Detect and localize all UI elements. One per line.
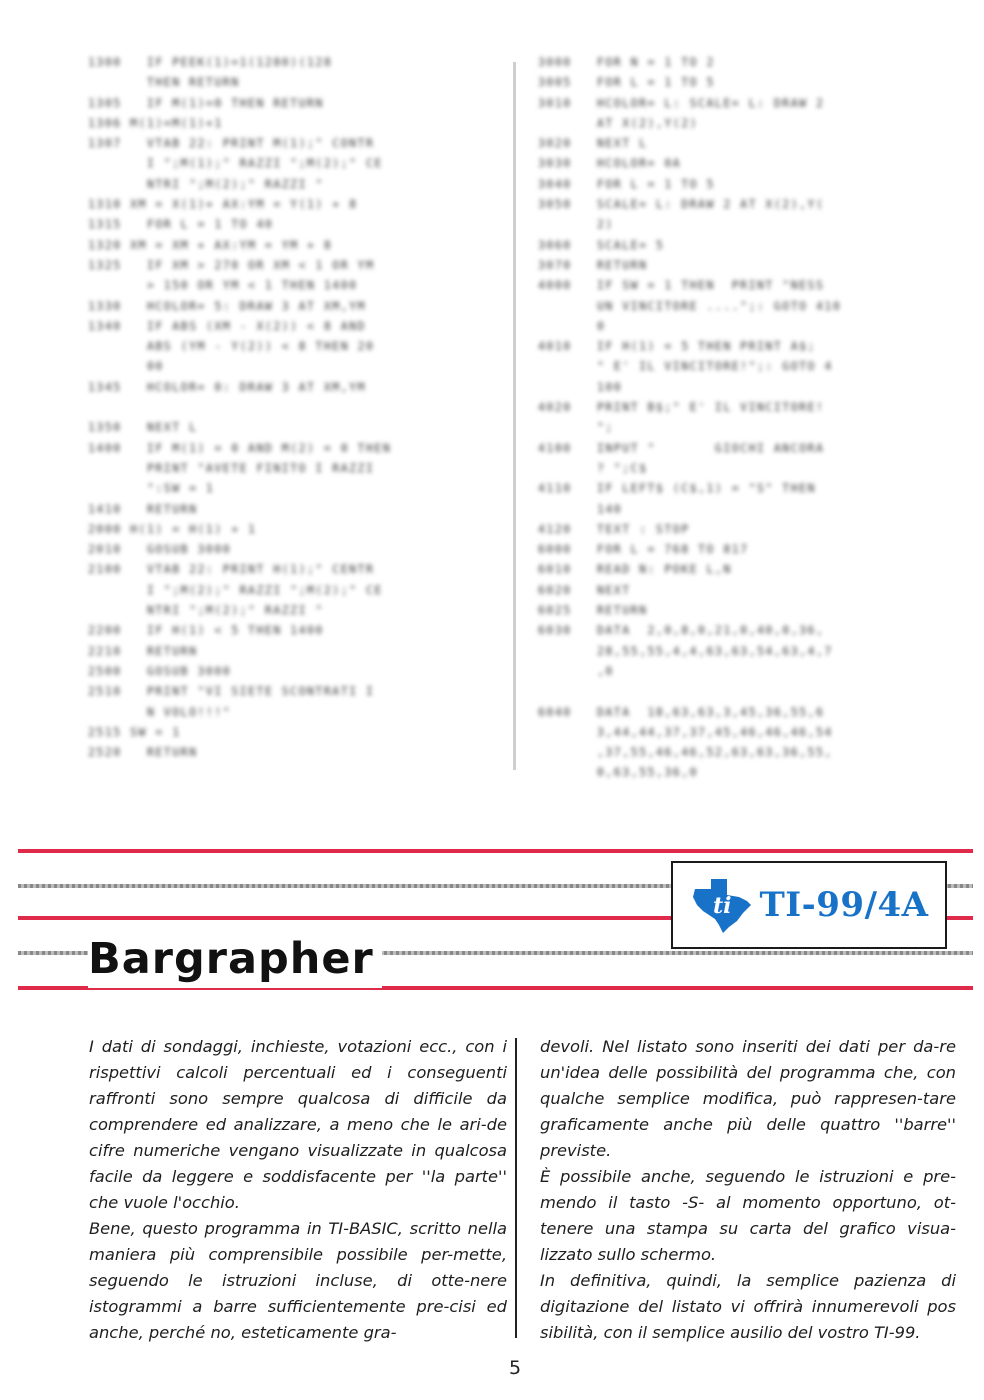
listing-line: 3040 FOR L = 1 TO 5 [538, 176, 715, 191]
listing-line: 1325 IF XM > 270 OR XM < 1 OR YM [88, 257, 375, 272]
listing-line: 1315 FOR L = 1 TO 40 [88, 217, 274, 232]
listing-line: 3060 SCALE= 5 [538, 237, 665, 252]
listing-line: > 150 OR YM < 1 THEN 1400 [88, 278, 358, 293]
listing-line: 3050 SCALE= L: DRAW 2 AT X(2),Y( [538, 197, 825, 212]
listing-line: 1350 NEXT L [88, 420, 198, 435]
page-number: 5 [509, 1357, 522, 1379]
listing-line: 2000 H(1) = H(1) + 1 [88, 521, 257, 536]
article-column-1 [89, 1034, 507, 1346]
listing-line: 6040 DATA 18,63,63,3,45,36,55,6 [538, 704, 825, 719]
listing-line: "; [538, 420, 614, 435]
article-column-2 [540, 1034, 956, 1346]
logo-text: TI-99/4A [759, 885, 929, 925]
listing-line: 2510 PRINT "VI SIETE SCONTRATI I [88, 684, 375, 699]
listing-line: 6010 READ N: POKE L,N [538, 562, 732, 577]
listing-line: 3030 HCOLOR= 0A [538, 156, 682, 171]
listing-line: I ";M(1);" RAZZI ";M(2);" CE [88, 156, 383, 171]
listing-line: 2010 GOSUB 3000 [88, 542, 232, 557]
ti-logo-box [671, 861, 947, 949]
paragraph: I dati di sondaggi, inchieste, votazioni ecc., con i rispettivi calcoli percentuali ed i conseguenti raffronti sono sempre qualcosa di difficile da comprendere ed analizzare, a meno che le ari-de cifre numeriche vengano visualizzate in qualcosa facile da leggere e soddisfacente per ''la parte'' che vuole l'occhio. [89, 1037, 507, 1212]
listing-line: 4100 INPUT " GIOCHI ANCORA [538, 440, 825, 455]
listing-line: 1345 HCOLOR= 0: DRAW 3 AT XM,YM [88, 379, 366, 394]
listing-line: 00 [88, 359, 164, 374]
listing-line: ":SW = 1 [88, 481, 215, 496]
listing-line: NTRI ";M(2);" RAZZI " [88, 603, 324, 618]
listing-line: I ";M(2);" RAZZI ";M(2);" CE [88, 582, 383, 597]
listing-line: 6020 NEXT [538, 582, 631, 597]
listing-line: 3020 NEXT L [538, 136, 648, 151]
listing-line: " E' IL VINCITORE!";: GOTO 4 [538, 359, 833, 374]
listing-line: 6000 FOR L = 768 TO 817 [538, 542, 749, 557]
listing-line: 3005 FOR L = 1 TO 5 [538, 75, 715, 90]
listing-line: 1310 XM = X(1)+ AX:YM = Y(1) + 8 [88, 197, 358, 212]
listing-line: 2500 GOSUB 3000 [88, 663, 232, 678]
listing-line: 1306 M(1)=M(1)+1 [88, 115, 223, 130]
listing-line: 1305 IF M(1)=0 THEN RETURN [88, 95, 324, 110]
listing-line: ,0 [538, 663, 614, 678]
listing-line: 6025 RETURN [538, 603, 648, 618]
listing-line: ,37,55,46,46,52,63,63,36,55, [538, 745, 833, 760]
article-title: Bargrapher [88, 930, 382, 988]
listing-line: 2520 RETURN [88, 745, 198, 760]
listing-line: 0,63,55,36,0 [538, 765, 699, 780]
paragraph: In definitiva, quindi, la semplice pazienza di digitazione del listato vi offrirà innumerevoli pos sibilità, con il semplice ausilio del vostro TI-99. [540, 1271, 956, 1342]
listing-line [538, 681, 958, 701]
listing-line: 4110 IF LEFT$ (C$,1) = "S" THEN [538, 481, 816, 496]
listing-line: THEN RETURN [88, 75, 240, 90]
paragraph: Bene, questo programma in TI-BASIC, scritto nella maniera più comprensibile possibile per-mette, seguendo le istruzioni incluse, di otte-nere istogrammi a barre sufficientemente pre-cisi ed anche, perché no, esteticamente gra- [89, 1219, 507, 1342]
listing-line: ABS (YM - Y(2)) < 8 THEN 20 [88, 339, 375, 354]
listing-line: 4000 IF SW = 1 THEN PRINT "NESS [538, 278, 825, 293]
listing-line: 2515 SW = 1 [88, 724, 181, 739]
listing-line: 1410 RETURN [88, 501, 198, 516]
listing-line: 6030 DATA 2,0,8,0,21,0,40,0,36, [538, 623, 825, 638]
listing-line: UN VINCITORE ....";: GOTO 410 [538, 298, 842, 313]
basic-listing-right [538, 52, 958, 783]
listing-line: 28,55,55,4,4,63,63,54,63,4,7 [538, 643, 833, 658]
listing-line: 2) [538, 217, 614, 232]
listing-line: ? ";C$ [538, 460, 648, 475]
listing-column-divider [513, 62, 516, 770]
listing-line: 4010 IF H(1) = 5 THEN PRINT A$; [538, 339, 816, 354]
stripe-red-1 [18, 849, 973, 853]
listing-line: N VOLO!!!" [88, 704, 232, 719]
text-column-divider [515, 1038, 517, 1338]
listing-line: 1307 VTAB 22: PRINT M(1);" CONTR [88, 136, 375, 151]
listing-line: PRINT "AVETE FINITO I RAZZI [88, 460, 375, 475]
listing-line: 2200 IF H(1) < 5 THEN 1400 [88, 623, 324, 638]
listing-line [88, 397, 528, 417]
listing-line: 4120 TEXT : STOP [538, 521, 690, 536]
listing-line: 1400 IF M(1) = 0 AND M(2) = 0 THEN [88, 440, 392, 455]
listing-line: 3070 RETURN [538, 257, 648, 272]
paragraph: È possibile anche, seguendo le istruzioni e pre-mendo il tasto -S- al momento opportuno, ot-tenere una stampa su carta del grafico visua-lizzato sullo schermo. [540, 1167, 956, 1264]
listing-line: 1340 IF ABS (XM - X(2)) < 8 AND [88, 318, 366, 333]
listing-line: 2100 VTAB 22: PRINT H(1);" CENTR [88, 562, 375, 577]
listing-line: 3,44,44,37,37,45,46,46,46,54 [538, 724, 833, 739]
paragraph: devoli. Nel listato sono inseriti dei dati per da-re un'idea delle possibilità del programma che, con qualche semplice modifica, può rappresen-tare graficamente anche più delle quattro ''barre'' previste. [540, 1037, 956, 1160]
texas-instruments-logo-icon [689, 875, 755, 935]
listing-line: AT X(2),Y(2) [538, 115, 699, 130]
listing-line: 1330 HCOLOR= 5: DRAW 3 AT XM,YM [88, 298, 366, 313]
listing-line: 3010 HCOLOR= L: SCALE= L: DRAW 2 [538, 95, 825, 110]
listing-line: 3000 FOR N = 1 TO 2 [538, 55, 715, 69]
listing-line: 1320 XM = XM + AX:YM = YM + 8 [88, 237, 333, 252]
listing-line: 100 [538, 379, 623, 394]
basic-listing-left [88, 52, 528, 762]
listing-line: 4020 PRINT B$;" E' IL VINCITORE! [538, 400, 825, 415]
listing-line: 1300 IF PEEK(1)=1(1280)(128 [88, 55, 333, 69]
listing-line: NTRI ";M(2);" RAZZI " [88, 176, 324, 191]
svg-text:ti: ti [713, 893, 732, 919]
listing-line: 2210 RETURN [88, 643, 198, 658]
listing-line: 0 [538, 318, 606, 333]
listing-line: 140 [538, 501, 623, 516]
